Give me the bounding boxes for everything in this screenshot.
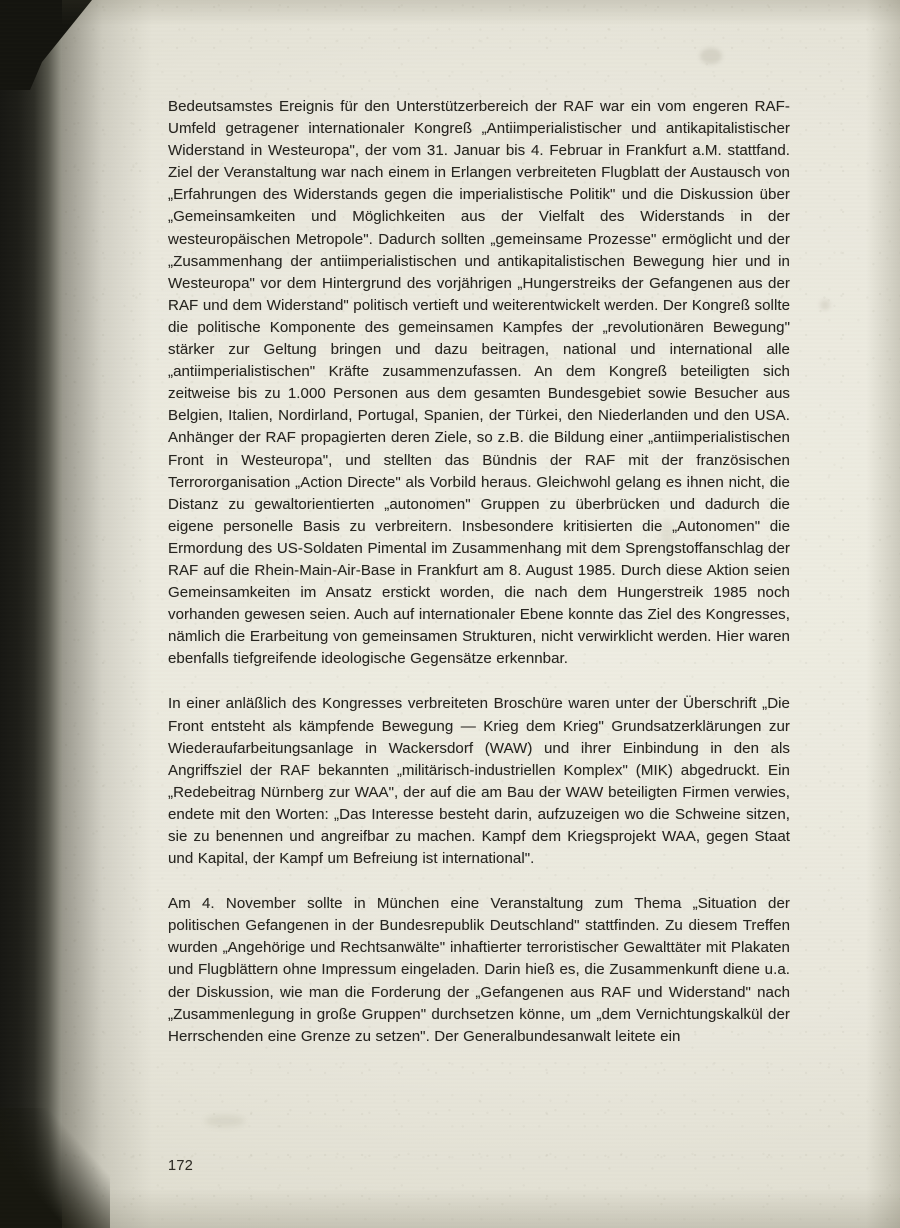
paragraph: In einer anläßlich des Kongresses verbreiteten Broschüre waren unter der Überschrift „Die Front entsteht als kämpfende Bewegung — Krieg dem Krieg" Grundsatzerklärungen zur Wiederaufarbeitungsanlage in Wackersdorf (WAW) und ihrer Einbindung in den als Angriffsziel der RAF bekannten „militärisch-industriellen Komplex" (MIK) abgedruckt. Ein „Redebeitrag Nürnberg zur WAA", der auf die am Bau der WAW beteiligten Firmen verwies, endete mit den Worten: „Das Interesse besteht darin, aufzuzeigen wo die Schweine sitzen, sie zu benennen und angreifbar zu machen. Kampf dem Kriegsprojekt WAA, gegen Staat und Kapital, der Kampf um Befreiung ist international".	[168, 695, 790, 868]
body-text-column	[168, 96, 790, 1048]
book-binding-wedge-lower	[0, 1108, 110, 1228]
paragraph: Am 4. November sollte in München eine Veranstaltung zum Thema „Situation der politischen Gefangenen in der Bundesrepublik Deutschland" stattfinden. Zu diesem Treffen wurden „Angehörige und Rechtsanwälte" inhaftierter terroristischer Gewalttäter mit Plakaten und Flugblättern ohne Impressum eingeladen. Darin hieß es, die Zusammenkunft diene u.a. der Diskussion, wie man die Forderung der „Gefangenen aus RAF und Widerstand" nach „Zusammenlegung in große Gruppen" durchsetzen könne, um „dem Vernichtungskalkül der Herrschenden eine Grenze zu setzen". Der Generalbundesanwalt leitete ein	[168, 895, 790, 1045]
page-number: 172	[168, 1158, 194, 1174]
paragraph: Bedeutsamstes Ereignis für den Unterstützerbereich der RAF war ein vom engeren RAF-Umfeld getragener internationaler Kongreß „Antiimperialistischer und antikapitalistischer Widerstand in Westeuropa", der vom 31. Januar bis 4. Februar in Frankfurt a.M. stattfand. Ziel der Veranstaltung war nach einem in Erlangen verbreiteten Flugblatt der Austausch von „Erfahrungen des Widerstands gegen die imperialistische Politik" und die Diskussion über „Gemeinsamkeiten und Möglichkeiten aus der Vielfalt des Widerstands in der westeuropäischen Metropole". Dadurch sollten „gemeinsame Prozesse" ermöglicht und der „Zusammenhang der antiimperialistischen und antikapitalistischen Bewegung hier und in Westeuropa" vor dem Hintergrund des vorjährigen „Hungerstreiks der Gefangenen aus der RAF und dem Widerstand" politisch vertieft und weiterentwickelt werden. Der Kongreß sollte die politische Komponente des gemeinsamen Kampfes der „revolutionären Bewegung" stärker zur Geltung bringen und dazu beitragen, national und international alle „antiimperialistischen" Kräfte zusammenzufassen. An dem Kongreß beteiligten sich zeitweise bis zu 1.000 Personen aus dem gesamten Bundesgebiet sowie Besucher aus Belgien, Italien, Nordirland, Portugal, Spanien, der Türkei, den Niederlanden und den USA. Anhänger der RAF propagierten deren Ziele, so z.B. die Bildung einer „antiimperialistischen Front in Westeuropa", und stellten das Bündnis der RAF mit der französischen Terrororganisation „Action Directe" als Vorbild heraus. Gleichwohl gelang es ihnen nicht, die Distanz zu gewaltorientierten „autonomen" Gruppen zu überbrücken und dadurch die eigene personelle Basis zu verbreitern. Insbesondere kritisierten die „Autonomen" die Ermordung des US-Soldaten Pimental im Zusammenhang mit dem Sprengstoffanschlag der RAF auf die Rhein-Main-Air-Base in Frankfurt am 8. August 1985. Durch diese Aktion seien Gemeinsamkeiten im Ansatz erstickt worden, die nach dem Hungerstreik 1985 noch vorhanden gewesen seien. Auch auf internationaler Ebene konnte das Ziel des Kongresses, nämlich die Erarbeitung von gemeinsamen Strukturen, nicht verwirklicht werden. Hier waren ebenfalls tiefgreifende ideologische Gegensätze erkennbar.	[168, 98, 790, 668]
